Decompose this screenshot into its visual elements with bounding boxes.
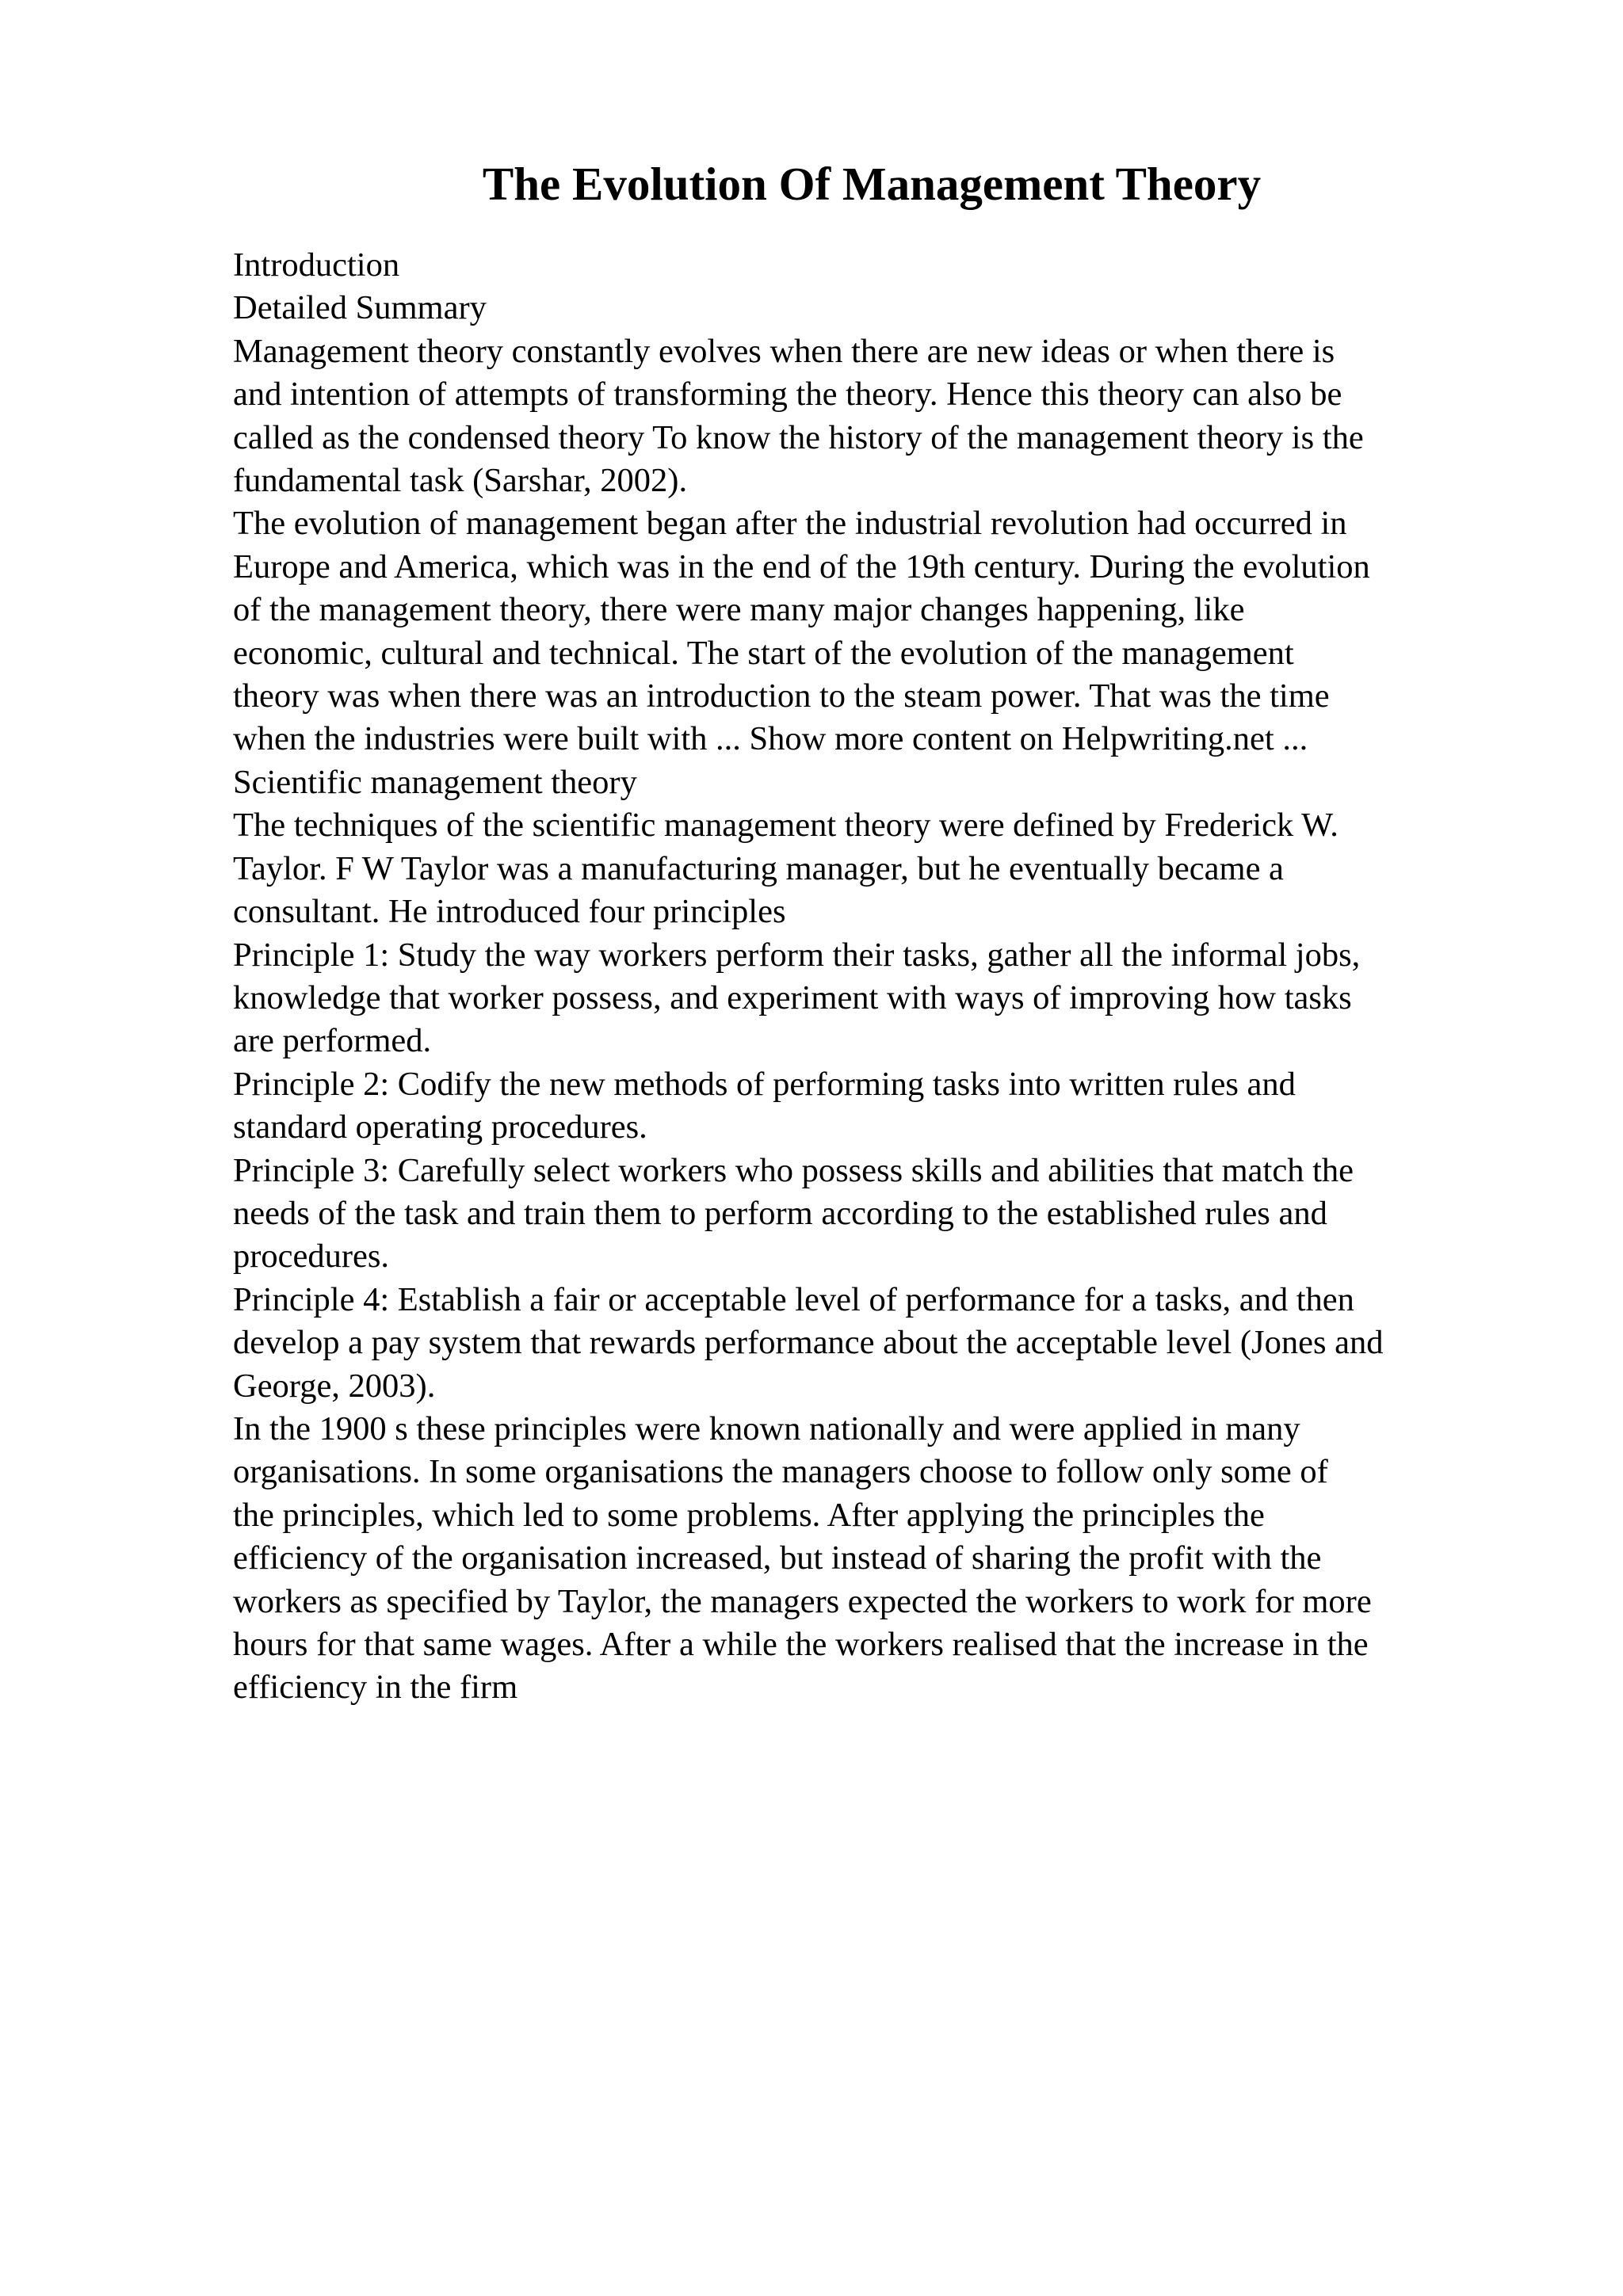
principle-3-line: Principle 3: Carefully select workers who possess skills and abilities that match the: [233, 1151, 1354, 1189]
text-line: In the 1900 s these principles were known nationally and were applied in many: [233, 1409, 1300, 1447]
principle-3-line: needs of the task and train them to perform according to the established rules and: [233, 1194, 1327, 1232]
text-line: efficiency in the firm: [233, 1669, 518, 1707]
text-line: Europe and America, which was in the end of the 19th century. During the evolution: [233, 547, 1370, 585]
text-line: the principles, which led to some problems. After applying the principles the: [233, 1496, 1265, 1534]
document-body: [233, 244, 1533, 1710]
text-line: efficiency of the organisation increased, but instead of sharing the profit with the: [233, 1539, 1322, 1577]
text-line: The evolution of management began after the industrial revolution had occurred in: [233, 505, 1347, 543]
section-heading-introduction: Introduction: [233, 246, 400, 284]
document-title: The Evolution Of Management Theory: [482, 158, 1262, 210]
principle-2-line: standard operating procedures.: [233, 1108, 647, 1146]
principle-2-line: Principle 2: Codify the new methods of performing tasks into written rules and: [233, 1065, 1296, 1103]
principle-4-line: George, 2003).: [233, 1367, 436, 1405]
text-line: fundamental task (Sarshar, 2002).: [233, 462, 688, 500]
text-line: consultant. He introduced four principles: [233, 893, 786, 931]
principle-1-line: are performed.: [233, 1022, 432, 1060]
text-line: and intention of attempts of transforming the theory. Hence this theory can also be: [233, 376, 1342, 414]
section-heading-scientific-management: Scientific management theory: [233, 763, 637, 801]
text-line: when the industries were built with ... Show more content on Helpwriting.net ...: [233, 720, 1308, 758]
text-line: Taylor. F W Taylor was a manufacturing manager, but he eventually became a: [233, 849, 1284, 887]
principle-1-line: knowledge that worker possess, and experiment with ways of improving how tasks: [233, 978, 1352, 1016]
principle-3-line: procedures.: [233, 1238, 390, 1276]
text-line: of the management theory, there were many major changes happening, like: [233, 591, 1245, 629]
text-line: Management theory constantly evolves when there are new ideas or when there is: [233, 332, 1335, 370]
principle-4-line: develop a pay system that rewards performance about the acceptable level (Jones and: [233, 1324, 1384, 1362]
text-line: The techniques of the scientific management theory were defined by Frederick W.: [233, 807, 1338, 845]
text-line: hours for that same wages. After a while the workers realised that the increase in the: [233, 1626, 1369, 1663]
principle-1-line: Principle 1: Study the way workers perform their tasks, gather all the informal jobs,: [233, 936, 1361, 974]
text-line: theory was when there was an introduction to the steam power. That was the time: [233, 677, 1330, 715]
text-line: called as the condensed theory To know the history of the management theory is the: [233, 418, 1364, 456]
text-line: workers as specified by Taylor, the managers expected the workers to work for more: [233, 1582, 1372, 1620]
principle-4-line: Principle 4: Establish a fair or acceptable level of performance for a tasks, and then: [233, 1280, 1354, 1318]
text-line: organisations. In some organisations the managers choose to follow only some of: [233, 1453, 1328, 1491]
section-heading-detailed-summary: Detailed Summary: [233, 289, 487, 327]
text-line: economic, cultural and technical. The start of the evolution of the management: [233, 634, 1294, 672]
